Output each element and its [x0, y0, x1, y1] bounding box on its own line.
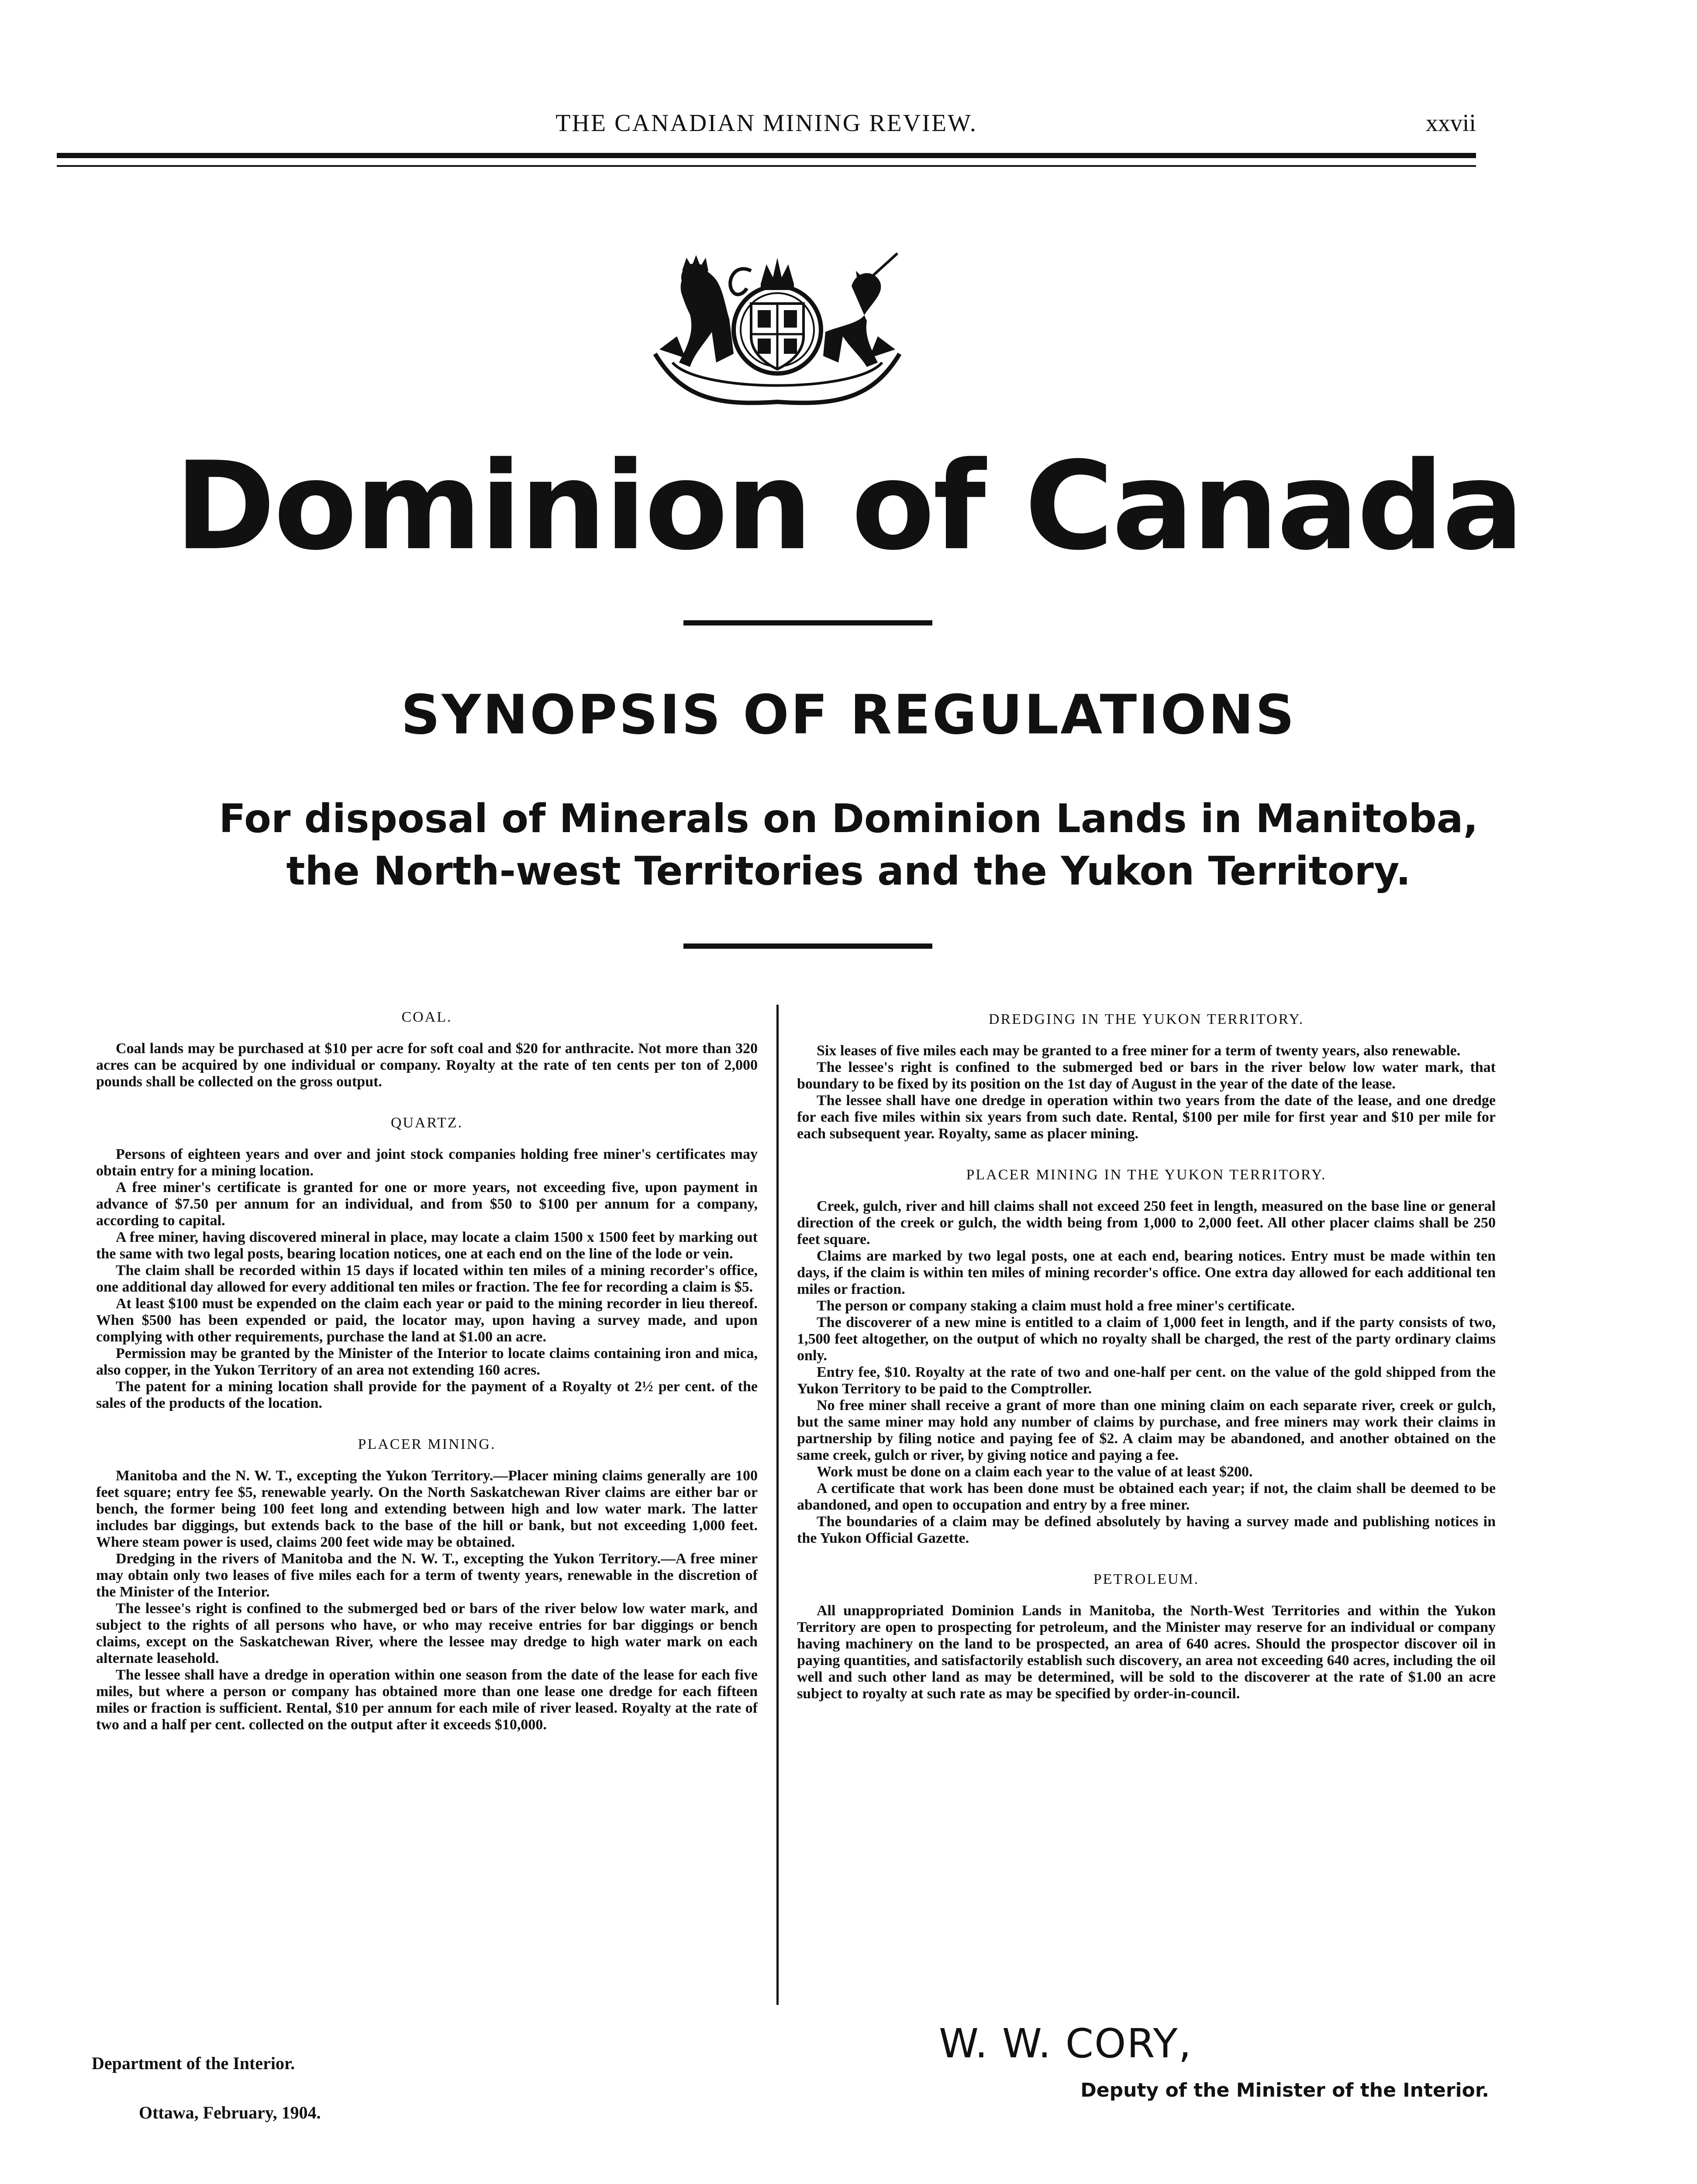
right-column: [797, 1011, 1496, 1727]
paragraph: A free miner, having discovered mineral in place, may locate a claim 1500 x 1500 feet by marking out the same with two legal posts, bearing location notices, one at each end on the line of the lode or vein.: [96, 1229, 758, 1262]
quartz-section: [96, 1115, 758, 1412]
journal-title: THE CANADIAN MINING REVIEW.: [555, 110, 977, 137]
scope-rule: [683, 943, 932, 949]
paragraph: Persons of eighteen years and over and joint stock companies holding free miner's certificates may obtain entry for a mining location.: [96, 1146, 758, 1179]
left-column: [96, 1009, 758, 1758]
royal-coat-of-arms-icon: [646, 245, 908, 411]
section-heading: PLACER MINING.: [358, 1436, 496, 1452]
paragraph: The lessee's right is confined to the submerged bed or bars of the river below low water mark, and subject to the rights of all persons who have, or who may receive entries for bar diggings or bench claims, except on the Saskatchewan River, where the lessee may dredge to high water mark on each alternate leasehold.: [96, 1600, 758, 1666]
paragraph: The person or company staking a claim must hold a free miner's certificate.: [817, 1298, 1295, 1314]
paragraph: The patent for a mining location shall provide for the payment of a Royalty ot 2½ per cent. of the sales of the products of the location.: [96, 1379, 758, 1411]
section-heading: QUARTZ.: [390, 1115, 463, 1131]
paragraph: Work must be done on a claim each year to the value of at least $200.: [817, 1464, 1253, 1480]
scope-line-1: For disposal of Minerals on Dominion Lands in Manitoba,: [219, 796, 1478, 842]
page-number: xxvii: [1425, 110, 1476, 137]
dredging-section: [797, 1011, 1496, 1142]
department-line: Department of the Interior.: [92, 2053, 295, 2073]
paragraph: The discoverer of a new mine is entitled to a claim of 1,000 feet in length, and if the party consists of two, 1,500 feet altogether, on the output of which no royalty shall be charged, the rest of the party ordinary claims only.: [797, 1314, 1496, 1364]
paragraph: Dredging in the rivers of Manitoba and the N. W. T., excepting the Yukon Territory.—A free miner may obtain only two leases of five miles each for a term of twenty years, renewable in the discretion of the Minister of the Interior.: [96, 1551, 758, 1600]
paragraph: A free miner's certificate is granted for one or more years, not exceeding five, upon payment in advance of $7.50 per annum for an individual, and from $50 to $100 per annum for a company, according to capital.: [96, 1179, 758, 1229]
coal-section: [96, 1009, 758, 1090]
running-head: [57, 109, 1476, 144]
paragraph: All unappropriated Dominion Lands in Manitoba, the North-West Territories and within the Yukon Territory are open to prospecting for petroleum, and the Minister may reserve for an individual or company having machinery on the land to be prospected, an area of 640 acres. Should the prospector discover oil in paying quantities, and satisfactorily establish such discovery, an area not exceeding 640 acres, including the oil well and such other land as may be determined, will be sold to the discoverer at the rate of $1.00 an acre subject to royalty at such rate as may be specified by order-in-council.: [797, 1603, 1496, 1702]
paragraph: Permission may be granted by the Minister of the Interior to locate claims containing iron and mica, also copper, in the Yukon Territory of an area not extending 160 acres.: [96, 1345, 758, 1378]
section-heading: COAL.: [401, 1009, 452, 1025]
paragraph: The lessee shall have one dredge in operation within two years from the date of the lease, and one dredge for each five miles within six years from such date. Rental, $100 per mile for first year and $10 per mile for each subsequent year. Royalty, same as placer mining.: [797, 1092, 1496, 1142]
column-divider: [776, 1005, 779, 2005]
signer-title: Deputy of the Minister of the Interior.: [1080, 2079, 1489, 2101]
paragraph: At least $100 must be expended on the claim each year or paid to the mining recorder in lieu thereof. When $500 has been expended or paid, the locator may, upon having a survey made, and upon complying with other requirements, purchase the land at $1.00 an acre.: [96, 1296, 758, 1345]
scope-heading: [0, 793, 1697, 897]
title-rule: [683, 620, 932, 625]
paragraph: Entry fee, $10. Royalty at the rate of two and one-half per cent. on the value of the gold shipped from the Yukon Territory to be paid to the Comptroller.: [797, 1364, 1496, 1397]
paragraph: The lessee's right is confined to the submerged bed or bars in the river below low water mark, that boundary to be fixed by its position on the 1st day of August in the year of the date of the lease.: [797, 1059, 1496, 1092]
paragraph: Coal lands may be purchased at $10 per acre for soft coal and $20 for anthracite. Not more than 320 acres can be acquired by one individual or company. Royalty at the rate of ten cents per ton of 2,000 pounds shall be collected on the gross output.: [96, 1040, 758, 1090]
scope-line-2: the North-west Territories and the Yukon Territory.: [286, 848, 1411, 894]
subtitle: SYNOPSIS OF REGULATIONS: [401, 684, 1296, 746]
section-heading: PLACER MINING IN THE YUKON TERRITORY.: [966, 1167, 1327, 1183]
petroleum-section: [797, 1571, 1496, 1702]
paragraph: Creek, gulch, river and hill claims shall not exceed 250 feet in length, measured on the base line or general direction of the creek or gulch, the width being from 1,000 to 2,000 feet. All other placer claims shall be 250 feet square.: [797, 1198, 1496, 1248]
placer-mining-section: [96, 1436, 758, 1733]
section-heading: PETROLEUM.: [1093, 1571, 1200, 1587]
signer-name: W. W. CORY,: [939, 2020, 1192, 2067]
paragraph: Manitoba and the N. W. T., excepting the Yukon Territory.—Placer mining claims generally are 100 feet square; entry fee $5, renewable yearly. On the North Saskatchewan River claims are either bar or bench, the former being 100 feet long and extending between high and low water mark. The latter includes bar diggings, but extends back to the base of the hill or bank, but not exceeding 1,000 feet. Where steam power is used, claims 200 feet wide may be obtained.: [96, 1468, 758, 1550]
paragraph: The claim shall be recorded within 15 days if located within ten miles of a mining recorder's office, one additional day allowed for every additional ten miles or fraction. The fee for recording a claim is $5.: [96, 1262, 758, 1295]
paragraph: Six leases of five miles each may be granted to a free miner for a term of twenty years, also renewable.: [817, 1043, 1461, 1059]
header-rule-thin: [57, 165, 1476, 167]
paragraph: The boundaries of a claim may be defined absolutely by having a survey made and publishing notices in the Yukon Official Gazette.: [797, 1514, 1496, 1546]
paragraph: Claims are marked by two legal posts, one at each end, bearing notices. Entry must be made within ten days, if the claim is within ten miles of mining recorder's office. One extra day allowed for each additional ten miles or fraction.: [797, 1248, 1496, 1297]
placer-yukon-section: [797, 1167, 1496, 1547]
section-heading: DREDGING IN THE YUKON TERRITORY.: [988, 1011, 1304, 1027]
dateline: Ottawa, February, 1904.: [139, 2103, 321, 2122]
page-title: Dominion of Canada: [174, 435, 1523, 577]
header-rule-thick: [57, 153, 1476, 158]
paragraph: A certificate that work has been done must be obtained each year; if not, the claim shall be deemed to be abandoned, and open to occupation and entry by a free miner.: [797, 1480, 1496, 1513]
paragraph: No free miner shall receive a grant of more than one mining claim on each separate river, creek or gulch, but the same miner may hold any number of claims by purchase, and free miners may work their claims in partnership by filing notice and paying fee of $2. A claim may be abandoned, and another obtained on the same creek, gulch or river, by giving notice and paying a fee.: [797, 1397, 1496, 1463]
paragraph: The lessee shall have a dredge in operation within one season from the date of the lease for each five miles, but where a person or company has obtained more than one lease one dredge for each fifteen miles or fraction is sufficient. Rental, $10 per annum for each mile of river leased. Royalty at the rate of two and a half per cent. collected on the output after it exceeds $10,000.: [96, 1667, 758, 1733]
